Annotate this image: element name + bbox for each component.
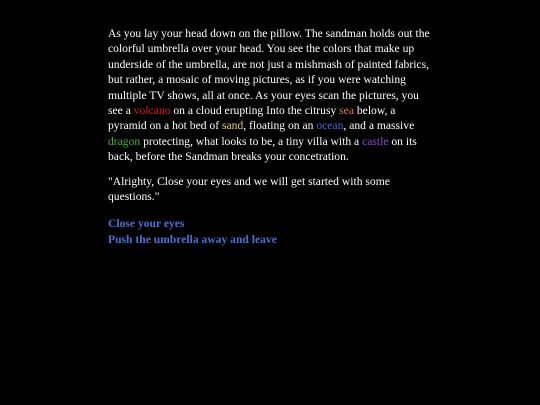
narration-text: on its back, before the Sandman breaks your concetration. bbox=[108, 134, 417, 164]
narration-text: protecting, what looks to be, a tiny villa with a bbox=[140, 134, 363, 148]
narration-text: , floating on an bbox=[243, 119, 317, 133]
narration-text: below, a pyramid on a hot bed of bbox=[108, 104, 396, 133]
highlight-dragon: dragon bbox=[108, 134, 141, 148]
choice-close-eyes[interactable]: Close your eyes bbox=[108, 217, 185, 231]
choice-push-umbrella-away[interactable]: Push the umbrella away and leave bbox=[108, 232, 277, 246]
choice-list bbox=[108, 216, 434, 247]
highlight-sea: sea bbox=[339, 104, 354, 118]
story-passage bbox=[108, 26, 434, 247]
highlight-ocean: ocean bbox=[316, 119, 344, 133]
dialogue-quote: "Alrighty, Close your eyes and we will get started with some questions." bbox=[108, 174, 390, 204]
highlight-volcano: volcano bbox=[133, 104, 171, 118]
highlight-castle: castle bbox=[362, 134, 389, 148]
narration-text: As you lay your head down on the pillow. The sandman holds out the colorful umbrella over your head. You see the colors that make up underside of the umbrella, are not just a mishmash of painted fabrics, but rather, a mosaic of moving pictures, as if you were watching multiple TV shows, all at once. As your eyes scan the pictures, you see a bbox=[108, 27, 430, 118]
narration-text: , and a massive bbox=[343, 119, 415, 133]
narration-text: on a cloud erupting Into the citrusy bbox=[170, 104, 340, 118]
highlight-sand: sand bbox=[221, 119, 244, 133]
narration-paragraph bbox=[108, 26, 434, 165]
